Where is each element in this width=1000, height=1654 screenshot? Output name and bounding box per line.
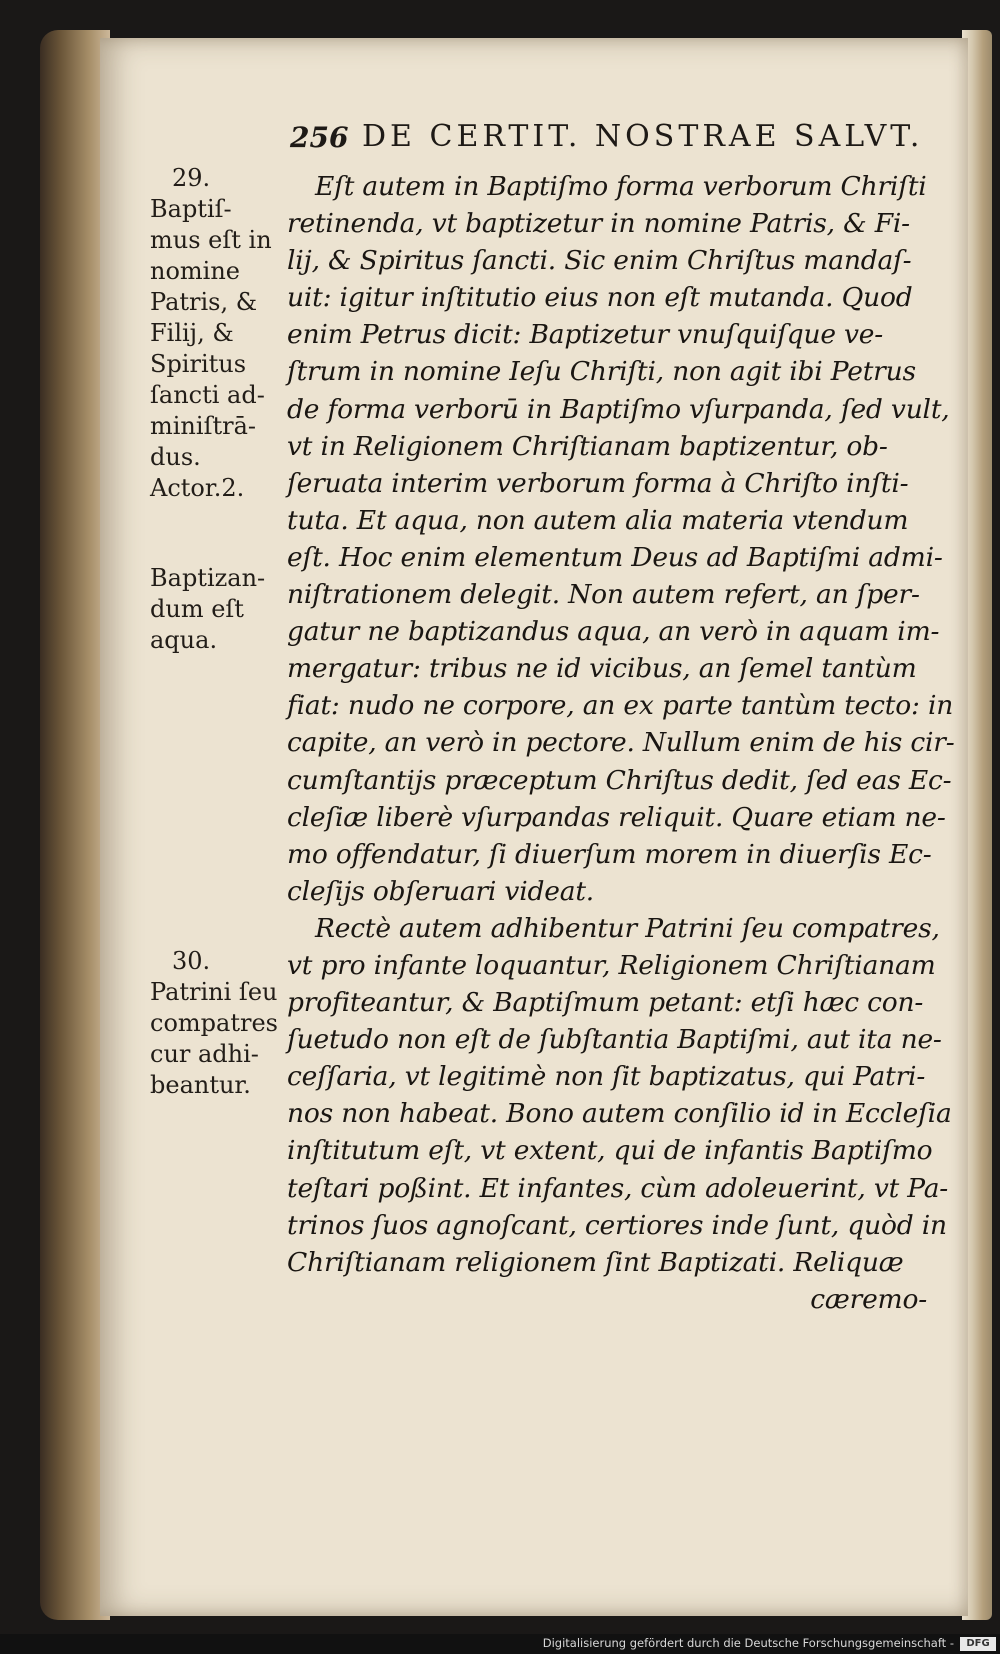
text-line: inſtitutum eſt, vt extent, qui de infantis Baptiſmo [287,1135,933,1167]
text-line: ceſſaria, vt legitimè non ſit baptizatus, qui Patri- [287,1061,926,1093]
text-line: gatur ne baptizandus aqua, an verò in aquam im- [287,616,940,648]
text-line: niſtrationem delegit. Non autem refert, an ſper- [287,579,920,611]
margin-note-number: 29. [172,164,211,192]
text-line: lij, & Spiritus ſancti. Sic enim Chriſtus mandaſ- [287,245,912,277]
page-number: 256 [290,121,349,154]
margin-note-line: ſancti ad- [150,381,265,409]
text-line: uit: igitur inſtitutio eius non eſt mutanda. Quod [287,282,913,314]
text-line: capite, an verò in pectore. Nullum enim de his cir- [287,727,955,759]
margin-note-number: 30. [172,947,211,975]
catchword: cæremo- [810,1283,927,1315]
text-line: eſt. Hoc enim elementum Deus ad Baptiſmi admi- [287,541,943,573]
text-line: mergatur: tribus ne id vicibus, an ſemel tantùm [287,653,917,685]
text-line: enim Petrus dicit: Baptizetur vnuſquiſque ve- [287,319,884,351]
text-line: ſtrum in nomine Ieſu Chriſti, non agit ibi Petrus [287,356,916,388]
text-line: vt in Religionem Chriſtianam baptizentur, ob- [287,430,888,462]
margin-note-line: Actor.2. [150,474,245,502]
margin-note-line: Baptiſ- [150,195,232,223]
text-line: retinenda, vt baptizetur in nomine Patris, & Fi- [287,208,910,240]
margin-note-line: miniſtrā- [150,412,256,440]
margin-note-aqua [150,563,290,656]
text-line: profiteantur, & Baptiſmum petant: etſi hæc con- [287,987,924,1019]
text-line: teſtari poßint. Et infantes, cùm adoleuerint, vt Pa- [287,1172,949,1204]
margin-note-line: dum eſt [150,595,244,623]
margin-note-29 [150,163,290,504]
dfg-logo: DFG [960,1637,996,1651]
text-line: cleſijs obſeruari videat. [287,875,594,907]
running-title: DE CERTIT. NOSTRAE SALVT. [362,119,924,154]
text-line: ſeruata interim verborum forma à Chriſto inſti- [287,467,909,499]
text-line: de forma verborū in Baptiſmo vſurpanda, ſed vult, [287,393,950,425]
margin-note-line: Patris, & [150,288,258,316]
margin-note-line: nomine [150,257,240,285]
text-line: ſuetudo non eſt de ſubſtantia Baptiſmi, aut ita ne- [287,1024,942,1056]
text-line: Rectè autem adhibentur Patrini ſeu compatres, [315,912,940,944]
margin-note-line: mus eſt in [150,226,272,254]
page-header [290,117,940,161]
text-line: cumſtantijs præceptum Chriſtus dedit, ſed eas Ec- [287,764,952,796]
margin-note-line: aqua. [150,626,218,654]
text-line: vt pro infante loquantur, Religionem Chriſtianam [287,949,936,981]
margin-note-line: dus. [150,443,201,471]
margin-note-line: compatres [150,1009,278,1037]
margin-note-line: Filij, & [150,319,234,347]
margin-note-line: Patrini ſeu [150,978,278,1006]
margin-note-line: Baptizan- [150,564,266,592]
text-line: nos non habeat. Bono autem conſilio id in Eccleſia [287,1098,952,1130]
text-line: tuta. Et aqua, non autem alia materia vtendum [287,504,909,536]
margin-note-30 [150,946,290,1101]
text-line: Chriſtianam religionem ſint Baptizati. Reliquæ [287,1246,904,1278]
text-line: mo offendatur, ſi diuerſum morem in diuerſis Ec- [287,838,932,870]
main-text [287,168,955,1318]
margin-note-line: beantur. [150,1071,251,1099]
text-line: trinos ſuos agnoſcant, certiores inde ſunt, quòd in [287,1209,947,1241]
digitization-credit: Digitalisierung gefördert durch die Deutsche Forschungsgemeinschaft - [542,1636,954,1650]
margin-note-line: Spiritus [150,350,247,378]
margin-note-line: cur adhi- [150,1040,259,1068]
text-line: Eſt autem in Baptiſmo forma verborum Chriſti [315,171,927,202]
text-line: fiat: nudo ne corpore, an ex parte tantùm tecto: in [287,690,954,722]
text-line: cleſiæ liberè vſurpandas reliquit. Quare etiam ne- [287,801,946,833]
